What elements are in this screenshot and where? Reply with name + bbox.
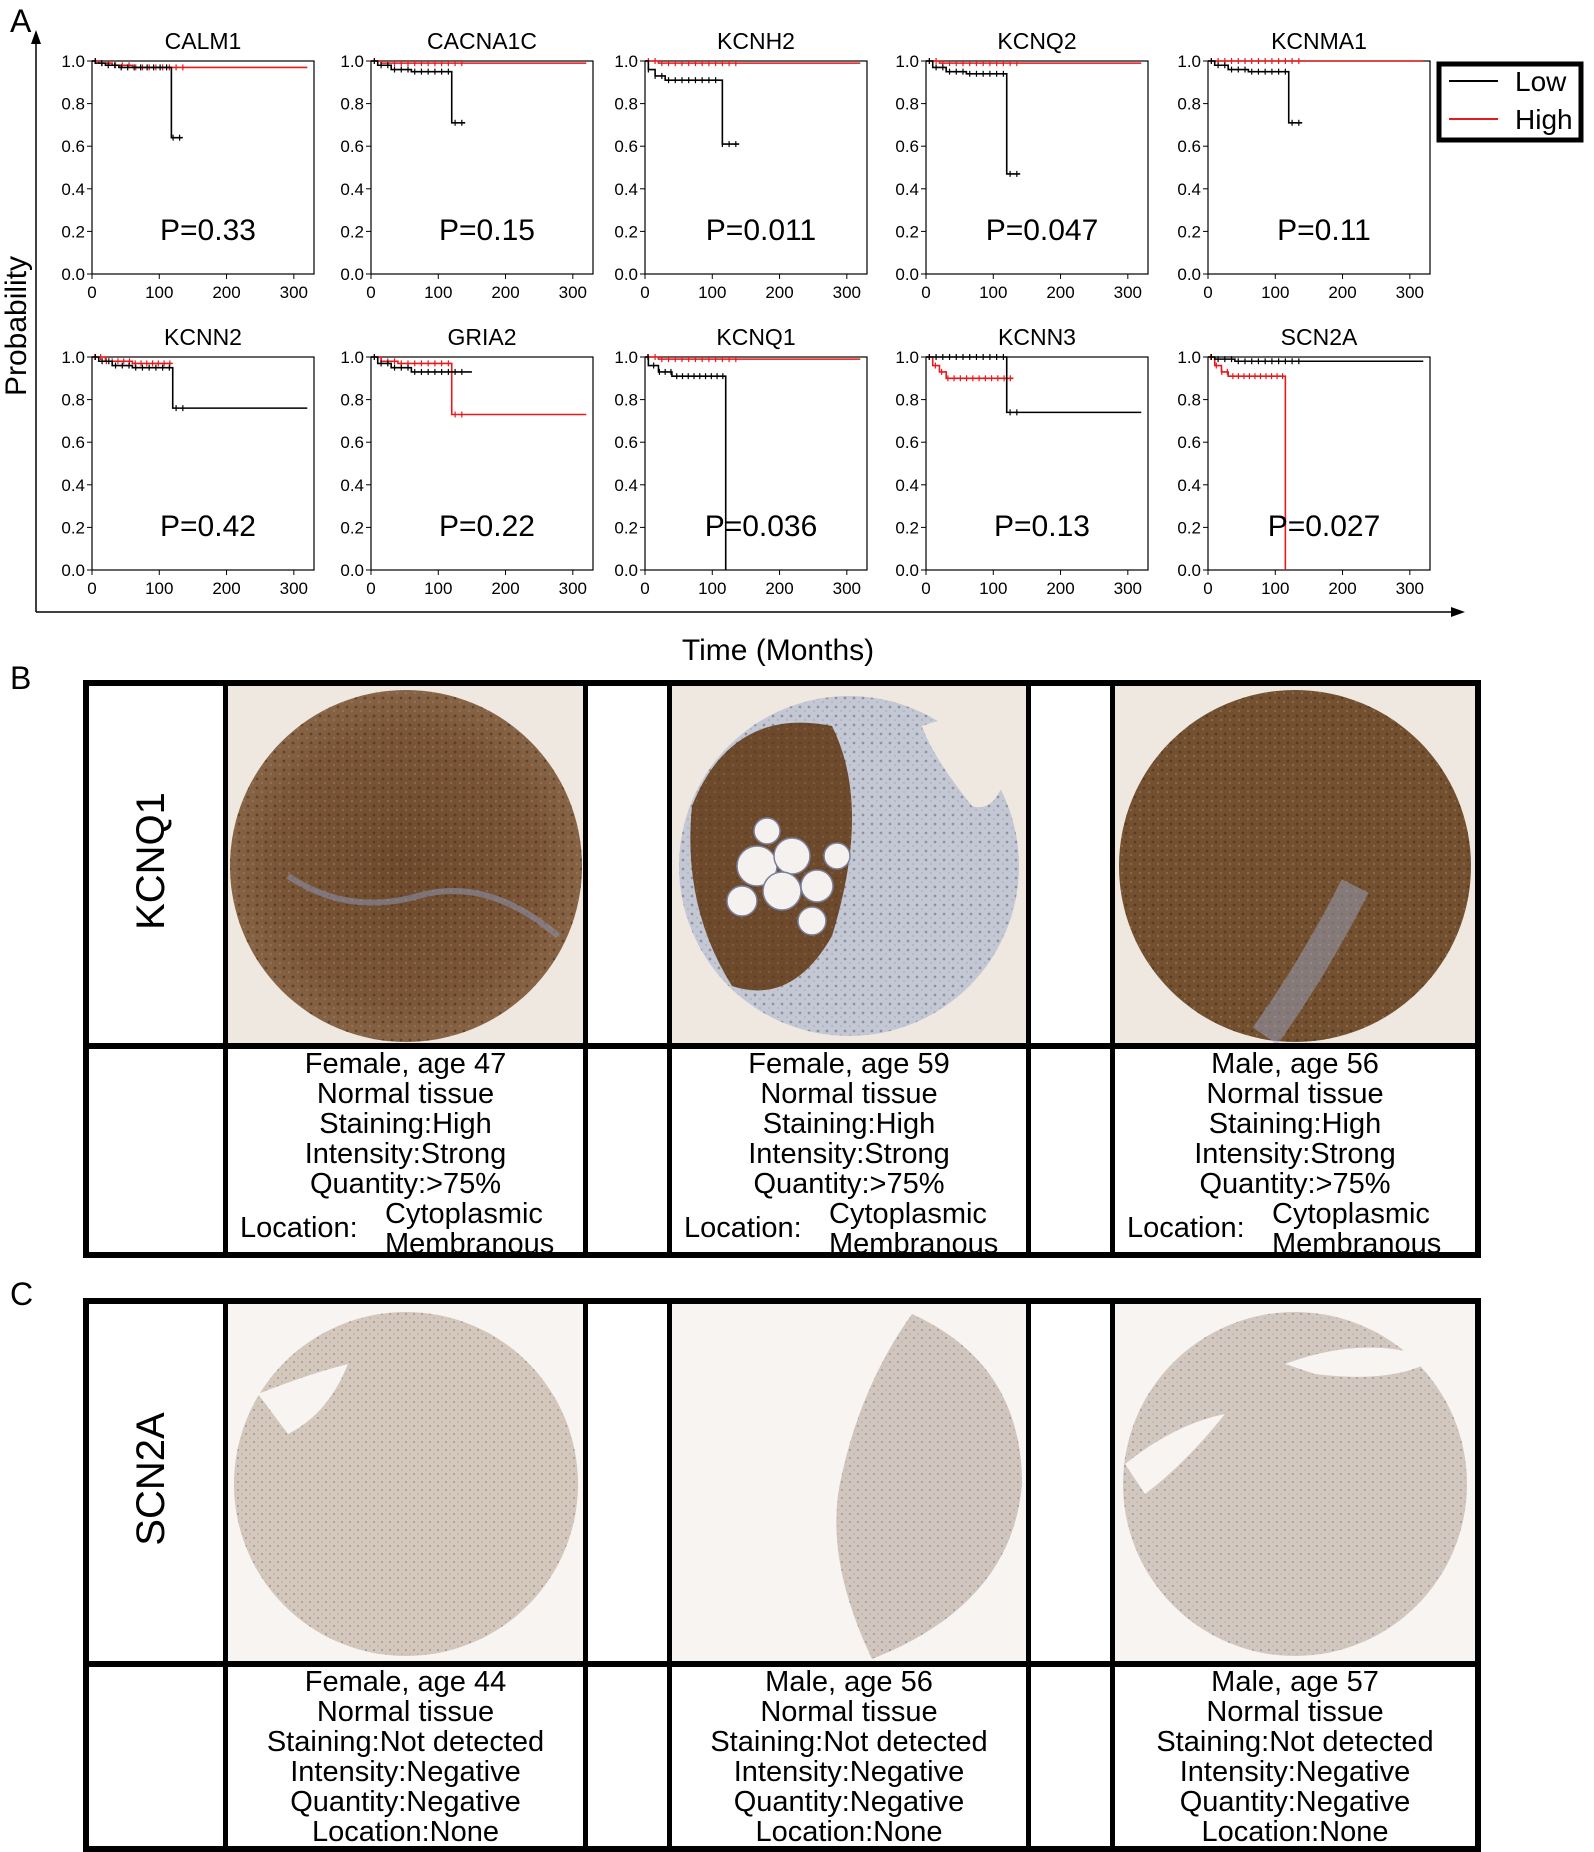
ihc-table-scn2a	[83, 1298, 1481, 1852]
legend-low-label: Low	[1515, 66, 1567, 97]
location-label: Location:	[240, 1212, 358, 1244]
intensity: Intensity:Strong	[748, 1138, 950, 1170]
y-tick-label: 0.0	[1177, 561, 1201, 580]
sample-info-scn2a-1	[228, 1667, 583, 1847]
x-tick-label: 100	[145, 283, 174, 302]
staining: Staining:High	[319, 1108, 492, 1140]
staining: Staining:High	[762, 1108, 936, 1140]
y-tick-label: 0.2	[340, 518, 364, 538]
sample-info-scn2a-2	[672, 1667, 1026, 1847]
location-value: Membranous	[829, 1228, 999, 1260]
y-tick-label: 0.2	[340, 222, 364, 242]
location: Location:None	[311, 1816, 500, 1848]
y-tick-label: 0.6	[895, 433, 919, 453]
gene-label-scn2a: SCN2A	[129, 1412, 173, 1546]
p-value: P=0.027	[1267, 510, 1381, 543]
y-tick-label: 0.4	[1177, 475, 1201, 495]
tissue-image-scn2a-1	[228, 1304, 583, 1661]
y-tick-label: 1.0	[895, 348, 919, 367]
x-tick-label: 200	[491, 579, 520, 598]
plot-title: KCNQ2	[997, 28, 1077, 54]
x-tick-label: 0	[366, 579, 376, 598]
y-tick-label: 0.2	[895, 222, 919, 242]
y-tick-label: 0.6	[614, 433, 638, 453]
x-axis-label: Time (Months)	[681, 634, 875, 667]
y-tick-label: 0.2	[1177, 222, 1201, 242]
y-tick-label: 0.8	[895, 390, 919, 410]
x-tick-label: 300	[1113, 579, 1143, 598]
quantity: Quantity:>75%	[753, 1168, 945, 1200]
y-tick-label: 0.4	[61, 475, 85, 495]
p-value: P=0.13	[994, 510, 1090, 543]
y-tick-label: 0.4	[1177, 179, 1201, 199]
y-tick-label: 0.4	[895, 179, 919, 199]
tissue-image-kcnq1-2	[672, 686, 1026, 1043]
km-plot-grid	[61, 28, 1430, 598]
plot-title: KCNMA1	[1271, 28, 1367, 54]
y-tick-label: 0.2	[614, 222, 638, 242]
x-tick-label: 300	[1113, 283, 1143, 302]
x-tick-label: 100	[979, 579, 1008, 598]
x-tick-label: 0	[87, 579, 97, 598]
tissue-type: Normal tissue	[760, 1696, 938, 1728]
tissue-type: Normal tissue	[1206, 1696, 1384, 1728]
p-value: P=0.33	[160, 214, 256, 247]
tissue-image-scn2a-3	[1115, 1304, 1475, 1661]
y-tick-label: 0.8	[895, 94, 919, 114]
ihc-table-kcnq1	[83, 680, 1481, 1258]
km-survival-figure	[0, 0, 1594, 675]
y-tick-label: 0.6	[1177, 137, 1201, 157]
y-tick-label: 0.4	[340, 179, 364, 199]
sex-age: Male, age 56	[1211, 1048, 1379, 1080]
quantity: Quantity:>75%	[1199, 1168, 1391, 1200]
km-plot-gria2	[340, 324, 593, 598]
x-tick-label: 0	[921, 283, 931, 302]
y-tick-label: 1.0	[61, 52, 85, 71]
y-tick-label: 0.2	[61, 222, 85, 242]
x-tick-label: 200	[212, 579, 241, 598]
p-value: P=0.11	[1277, 214, 1371, 247]
x-tick-label: 300	[832, 579, 862, 598]
p-value: P=0.036	[704, 510, 818, 543]
intensity: Intensity:Strong	[304, 1138, 507, 1170]
y-tick-label: 0.6	[614, 137, 638, 157]
quantity: Quantity:Negative	[290, 1786, 521, 1818]
sex-age: Female, age 47	[304, 1048, 507, 1080]
y-axis-label: Probability	[0, 255, 33, 397]
intensity: Intensity:Negative	[290, 1756, 521, 1788]
y-tick-label: 0.0	[61, 561, 85, 580]
y-tick-label: 0.2	[895, 518, 919, 538]
quantity: Quantity:Negative	[1179, 1786, 1411, 1818]
x-tick-label: 300	[279, 579, 309, 598]
x-tick-label: 0	[366, 283, 376, 302]
panel-letter-b: B	[10, 660, 32, 696]
quantity: Quantity:Negative	[733, 1786, 965, 1818]
location-label: Location:	[1127, 1212, 1245, 1244]
x-tick-label: 0	[87, 283, 97, 302]
y-tick-label: 0.0	[614, 561, 638, 580]
p-value: P=0.22	[439, 510, 535, 543]
y-tick-label: 0.8	[61, 94, 85, 114]
y-tick-label: 0.8	[614, 94, 638, 114]
staining: Staining:High	[1208, 1108, 1382, 1140]
y-tick-label: 1.0	[614, 348, 638, 367]
km-plot-scn2a	[1177, 324, 1430, 598]
km-plot-kcnma1	[1177, 28, 1430, 302]
y-tick-label: 0.2	[1177, 518, 1201, 538]
x-tick-label: 100	[424, 579, 453, 598]
y-tick-label: 1.0	[340, 348, 364, 367]
y-tick-label: 1.0	[61, 348, 85, 367]
km-plot-calm1	[61, 28, 314, 302]
km-plot-kcnn2	[61, 324, 314, 598]
location-value: Membranous	[385, 1228, 555, 1260]
plot-title: GRIA2	[447, 324, 517, 350]
y-tick-label: 0.6	[340, 137, 364, 157]
divider	[583, 1304, 588, 1846]
plot-title: CACNA1C	[427, 28, 537, 54]
intensity: Intensity:Strong	[1194, 1138, 1396, 1170]
sex-age: Male, age 57	[1211, 1666, 1379, 1698]
km-plot-kcnn3	[895, 324, 1148, 598]
y-tick-label: 0.4	[614, 475, 638, 495]
location: Location:None	[1201, 1816, 1389, 1848]
y-tick-label: 0.0	[895, 561, 919, 580]
x-tick-label: 300	[1395, 283, 1425, 302]
gene-label-kcnq1: KCNQ1	[129, 792, 173, 930]
sample-info-scn2a-3	[1115, 1667, 1475, 1847]
intensity: Intensity:Negative	[1179, 1756, 1411, 1788]
y-tick-label: 0.0	[614, 265, 638, 284]
sample-info-kcnq1-3	[1115, 1048, 1475, 1260]
staining: Staining:Not detected	[1156, 1726, 1434, 1758]
km-plot-kcnq2	[895, 28, 1148, 302]
panel-letter-c: C	[10, 1276, 34, 1312]
tissue-type: Normal tissue	[316, 1696, 495, 1728]
y-tick-label: 0.6	[61, 137, 85, 157]
location-value: Cytoplasmic	[1272, 1198, 1430, 1230]
plot-title: SCN2A	[1280, 324, 1358, 350]
x-tick-label: 100	[145, 579, 174, 598]
y-tick-label: 0.0	[1177, 265, 1201, 284]
sample-info-kcnq1-2	[672, 1048, 1026, 1260]
divider	[1026, 1304, 1031, 1846]
staining: Staining:Not detected	[710, 1726, 988, 1758]
x-tick-label: 100	[1261, 579, 1290, 598]
tissue-image-kcnq1-1	[228, 686, 583, 1043]
location-label: Location:	[684, 1212, 802, 1244]
legend	[1439, 64, 1581, 140]
y-tick-label: 0.0	[340, 265, 364, 284]
tissue-image-scn2a-2	[672, 1304, 1026, 1661]
y-tick-label: 0.6	[895, 137, 919, 157]
y-tick-label: 0.0	[340, 561, 364, 580]
y-tick-label: 0.6	[1177, 433, 1201, 453]
location: Location:None	[755, 1816, 943, 1848]
y-tick-label: 0.4	[895, 475, 919, 495]
x-tick-label: 300	[1395, 579, 1425, 598]
y-tick-label: 0.8	[340, 390, 364, 410]
sample-info-kcnq1-1	[228, 1048, 583, 1260]
x-tick-label: 0	[640, 283, 650, 302]
x-tick-label: 100	[1261, 283, 1290, 302]
x-tick-label: 0	[1203, 579, 1213, 598]
y-tick-label: 1.0	[1177, 348, 1201, 367]
x-tick-label: 200	[765, 283, 794, 302]
plot-title: CALM1	[164, 28, 242, 54]
tissue-image-kcnq1-3	[1115, 686, 1475, 1043]
x-tick-label: 200	[491, 283, 520, 302]
divider	[583, 686, 588, 1252]
x-tick-label: 0	[640, 579, 650, 598]
x-tick-label: 0	[921, 579, 931, 598]
y-tick-label: 0.8	[1177, 390, 1201, 410]
legend-high-label: High	[1515, 104, 1573, 135]
y-tick-label: 0.4	[614, 179, 638, 199]
x-tick-label: 300	[558, 283, 588, 302]
y-tick-label: 0.0	[895, 265, 919, 284]
y-tick-label: 0.8	[614, 390, 638, 410]
y-tick-label: 0.6	[61, 433, 85, 453]
intensity: Intensity:Negative	[733, 1756, 965, 1788]
y-tick-label: 0.2	[614, 518, 638, 538]
tissue-type: Normal tissue	[1206, 1078, 1384, 1110]
plot-title: KCNN2	[164, 324, 242, 350]
divider	[1026, 686, 1031, 1252]
location-value: Membranous	[1272, 1228, 1442, 1260]
x-tick-label: 200	[1328, 579, 1357, 598]
y-tick-label: 1.0	[895, 52, 919, 71]
staining: Staining:Not detected	[266, 1726, 545, 1758]
y-tick-label: 1.0	[614, 52, 638, 71]
x-tick-label: 100	[979, 283, 1008, 302]
sex-age: Female, age 59	[748, 1048, 950, 1080]
plot-title: KCNQ1	[716, 324, 796, 350]
km-plot-kcnq1	[614, 324, 867, 598]
plot-title: KCNH2	[717, 28, 795, 54]
x-tick-label: 0	[1203, 283, 1213, 302]
x-tick-label: 200	[212, 283, 241, 302]
y-tick-label: 0.4	[61, 179, 85, 199]
x-tick-label: 200	[1046, 579, 1075, 598]
sex-age: Female, age 44	[304, 1666, 507, 1698]
sex-age: Male, age 56	[765, 1666, 933, 1698]
y-tick-label: 0.6	[340, 433, 364, 453]
plot-title: KCNN3	[998, 324, 1076, 350]
location-value: Cytoplasmic	[829, 1198, 987, 1230]
x-tick-label: 100	[698, 283, 727, 302]
tissue-type: Normal tissue	[316, 1078, 495, 1110]
p-value: P=0.047	[985, 214, 1099, 247]
tissue-type: Normal tissue	[760, 1078, 938, 1110]
x-tick-label: 300	[558, 579, 588, 598]
p-value: P=0.15	[439, 214, 535, 247]
p-value: P=0.011	[705, 214, 817, 247]
x-tick-label: 200	[1328, 283, 1357, 302]
y-tick-label: 0.4	[340, 475, 364, 495]
x-tick-label: 300	[279, 283, 309, 302]
y-tick-label: 0.0	[61, 265, 85, 284]
x-tick-label: 300	[832, 283, 862, 302]
x-tick-label: 100	[424, 283, 453, 302]
y-tick-label: 0.8	[61, 390, 85, 410]
y-tick-label: 0.2	[61, 518, 85, 538]
x-tick-label: 100	[698, 579, 727, 598]
km-plot-cacna1c	[340, 28, 593, 302]
y-tick-label: 0.8	[1177, 94, 1201, 114]
location-value: Cytoplasmic	[385, 1198, 543, 1230]
km-plot-kcnh2	[614, 28, 867, 302]
y-tick-label: 1.0	[1177, 52, 1201, 71]
x-tick-label: 200	[1046, 283, 1075, 302]
y-tick-label: 0.8	[340, 94, 364, 114]
quantity: Quantity:>75%	[309, 1168, 502, 1200]
x-tick-label: 200	[765, 579, 794, 598]
panel-letter-a: A	[10, 3, 32, 39]
p-value: P=0.42	[160, 510, 256, 543]
y-tick-label: 1.0	[340, 52, 364, 71]
